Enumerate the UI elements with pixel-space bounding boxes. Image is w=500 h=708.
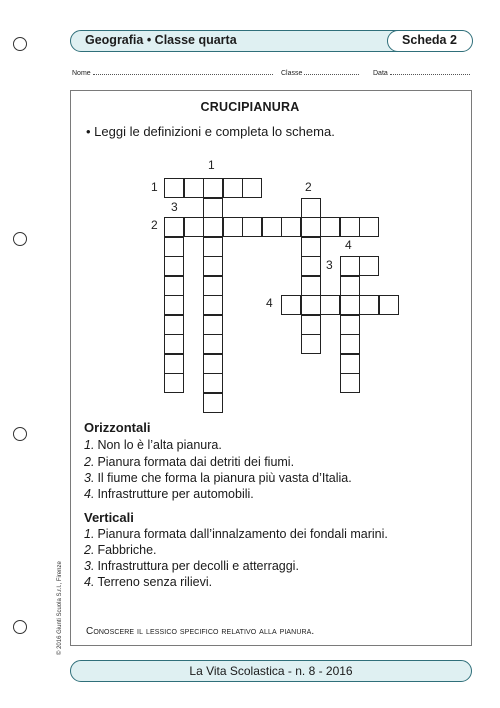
- clue-number: 2: [151, 218, 158, 232]
- crossword-cell[interactable]: [301, 198, 321, 218]
- crossword-cell[interactable]: [242, 178, 262, 198]
- crossword-cell[interactable]: [164, 315, 184, 335]
- date-label: Data: [373, 70, 388, 77]
- clue-number: 4: [345, 238, 352, 252]
- class-label: Classe: [281, 70, 303, 77]
- clue-item: 4. Infrastrutture per automobili.: [84, 487, 254, 501]
- footer-label: La Vita Scolastica - n. 8 - 2016: [189, 664, 353, 678]
- clue-item: 2. Pianura formata dai detriti dei fiumi.: [84, 455, 295, 469]
- crossword-cell[interactable]: [242, 217, 262, 237]
- crossword-cell[interactable]: [340, 276, 360, 296]
- crossword-cell[interactable]: [164, 256, 184, 276]
- crossword-cell[interactable]: [184, 217, 204, 237]
- clue-item: 2. Fabbriche.: [84, 543, 157, 557]
- copyright-note: © 2016 Giunti Scuola S.r.l., Firenze: [57, 561, 63, 655]
- crossword-cell[interactable]: [164, 237, 184, 257]
- crossword-cell[interactable]: [281, 217, 301, 237]
- clue-number: 1: [151, 180, 158, 194]
- footer-bar: [70, 660, 472, 682]
- crossword-cell[interactable]: [340, 217, 360, 237]
- crossword-cell[interactable]: [203, 256, 223, 276]
- sheet-tab: [387, 30, 473, 52]
- date-line[interactable]: [390, 68, 470, 75]
- crossword-cell[interactable]: [203, 354, 223, 374]
- clue-item: 3. Il fiume che forma la pianura più vasta d’Italia.: [84, 471, 352, 485]
- header-bar: [70, 30, 472, 52]
- clue-item: 1. Pianura formata dall’innalzamento dei fondali marini.: [84, 527, 388, 541]
- learning-objective: Conoscere il lessico specifico relativo alla pianura.: [86, 626, 315, 637]
- clue-number: 4: [266, 296, 273, 310]
- name-field[interactable]: [72, 68, 273, 77]
- crossword-cell[interactable]: [203, 315, 223, 335]
- crossword-cell[interactable]: [223, 217, 243, 237]
- crossword-cell[interactable]: [320, 295, 340, 315]
- crossword-cell[interactable]: [301, 315, 321, 335]
- worksheet-title: CRUCIPIANURA: [200, 100, 300, 114]
- crossword-cell[interactable]: [164, 295, 184, 315]
- crossword-cell[interactable]: [164, 178, 184, 198]
- crossword-cell[interactable]: [301, 295, 321, 315]
- binder-hole: [13, 427, 27, 441]
- crossword-cell[interactable]: [320, 217, 340, 237]
- crossword-cell[interactable]: [301, 237, 321, 257]
- clue-number: 3: [171, 200, 178, 214]
- instruction: • Leggi le definizioni e completa lo schema.: [86, 124, 335, 139]
- clue-item: 4. Terreno senza rilievi.: [84, 575, 213, 589]
- crossword-cell[interactable]: [379, 295, 399, 315]
- crossword-cell[interactable]: [340, 295, 360, 315]
- crossword-cell[interactable]: [359, 295, 379, 315]
- crossword-cell[interactable]: [340, 373, 360, 393]
- crossword-cell[interactable]: [164, 276, 184, 296]
- crossword-cell[interactable]: [203, 198, 223, 218]
- binder-hole: [13, 620, 27, 634]
- binder-hole: [13, 37, 27, 51]
- crossword-cell[interactable]: [203, 178, 223, 198]
- crossword-cell[interactable]: [164, 354, 184, 374]
- crossword-cell[interactable]: [203, 237, 223, 257]
- crossword-cell[interactable]: [262, 217, 282, 237]
- crossword-cell[interactable]: [203, 295, 223, 315]
- clue-item: 3. Infrastruttura per decolli e atterraggi.: [84, 559, 299, 573]
- date-field[interactable]: [373, 68, 470, 77]
- vertical-title: Verticali: [84, 510, 134, 525]
- crossword-cell[interactable]: [203, 393, 223, 413]
- clue-number: 2: [305, 180, 312, 194]
- crossword-cell[interactable]: [301, 217, 321, 237]
- crossword-cell[interactable]: [203, 217, 223, 237]
- crossword-cell[interactable]: [203, 276, 223, 296]
- clue-number: 3: [326, 258, 333, 272]
- crossword-cell[interactable]: [340, 334, 360, 354]
- crossword-cell[interactable]: [203, 334, 223, 354]
- horizontal-title: Orizzontali: [84, 420, 151, 435]
- clue-number: 1: [208, 158, 215, 172]
- name-label: Nome: [72, 70, 91, 77]
- crossword-cell[interactable]: [340, 315, 360, 335]
- class-field[interactable]: [281, 68, 359, 77]
- crossword-cell[interactable]: [164, 217, 184, 237]
- crossword-cell[interactable]: [223, 178, 243, 198]
- crossword-cell[interactable]: [301, 276, 321, 296]
- crossword-cell[interactable]: [340, 354, 360, 374]
- clue-item: 1. Non lo è l’alta pianura.: [84, 438, 222, 452]
- crossword-cell[interactable]: [340, 256, 360, 276]
- crossword-cell[interactable]: [301, 256, 321, 276]
- crossword-cell[interactable]: [164, 373, 184, 393]
- crossword-cell[interactable]: [203, 373, 223, 393]
- crossword-cell[interactable]: [359, 217, 379, 237]
- sheet-label: Scheda 2: [402, 32, 457, 47]
- class-line[interactable]: [304, 68, 359, 75]
- name-line[interactable]: [93, 68, 273, 75]
- binder-hole: [13, 232, 27, 246]
- crossword-cell[interactable]: [164, 334, 184, 354]
- crossword-cell[interactable]: [301, 334, 321, 354]
- subject-label: Geografia • Classe quarta: [85, 33, 237, 47]
- crossword-cell[interactable]: [359, 256, 379, 276]
- crossword-cell[interactable]: [184, 178, 204, 198]
- crossword-cell[interactable]: [281, 295, 301, 315]
